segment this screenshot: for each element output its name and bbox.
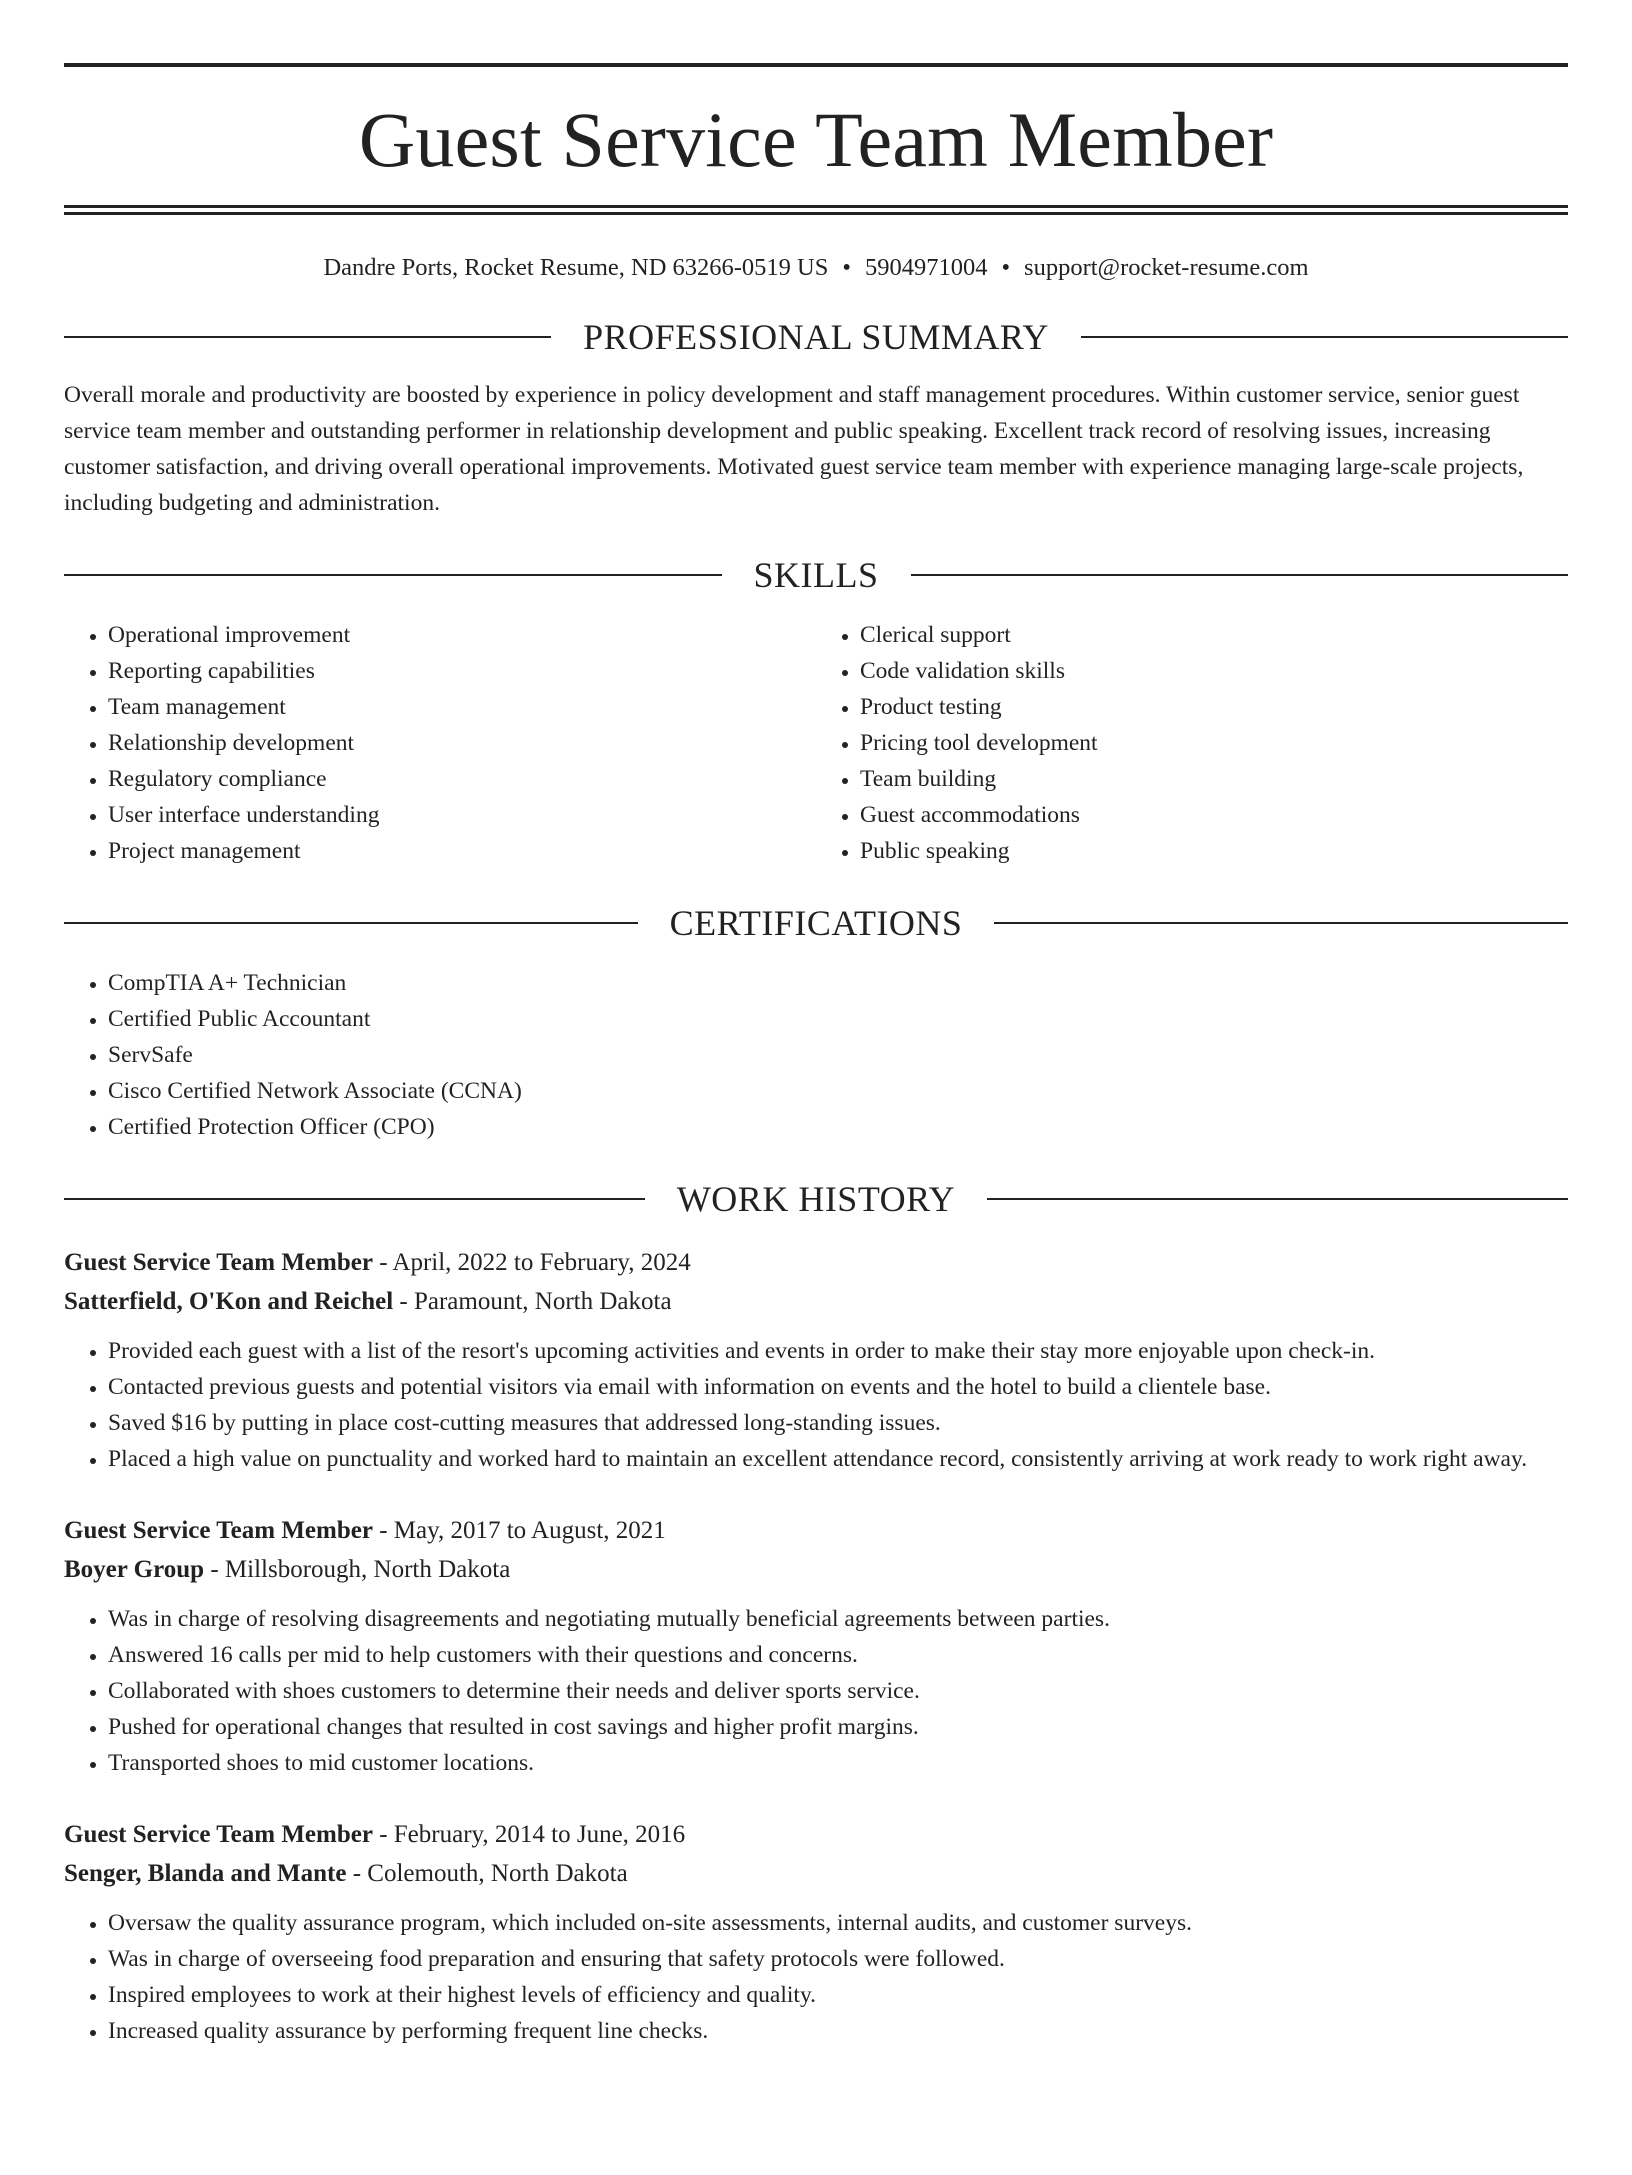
job-bullet: • Increased quality assurance by performing frequent line checks. [108,2013,1568,2049]
candidate-name: Guest Service Team Member [358,96,1274,183]
job-entry [64,1815,1568,2049]
skill-item: • Relationship development [108,725,816,761]
contact-separator: • [842,254,851,281]
certification-item: • Certified Protection Officer (CPO) [108,1109,1568,1145]
skill-item: • Public speaking [860,833,1568,869]
skill-item: • Clerical support [860,617,1568,653]
skill-item: • Team building [860,761,1568,797]
double-rule [64,205,1568,215]
skill-item: • Project management [108,833,816,869]
skill-item: • Operational improvement [108,617,816,653]
certifications-title: CERTIFICATIONS [669,903,963,943]
job-bullet: • Saved $16 by putting in place cost-cutting measures that addressed long-standing issues. [108,1405,1568,1441]
job-location: - Colemouth, North Dakota [346,1860,628,1887]
heading-rule [64,922,638,924]
skills-list-left [64,617,816,869]
job-role: Guest Service Team Member [64,1249,373,1276]
resume-page [0,63,1632,2175]
certification-item: • CompTIA A+ Technician [108,965,1568,1001]
skill-item: • Code validation skills [860,653,1568,689]
certification-item: • Certified Public Accountant [108,1001,1568,1037]
skills-title: SKILLS [753,555,879,595]
certification-item: • Cisco Certified Network Associate (CCNA) [108,1073,1568,1109]
job-company: Senger, Blanda and Mante [64,1860,347,1887]
job-dates: - February, 2014 to June, 2016 [372,1821,686,1848]
heading-rule [1081,336,1568,338]
contact-email: support@rocket-resume.com [1024,254,1309,281]
contact-phone: 5904971004 [864,254,988,281]
certifications-list [64,965,1568,1145]
summary-title: PROFESSIONAL SUMMARY [583,317,1049,357]
job-title-line [64,1511,1568,1550]
skill-item: • Reporting capabilities [108,653,816,689]
job-entry [64,1511,1568,1781]
skill-item: • Regulatory compliance [108,761,816,797]
job-company: Satterfield, O'Kon and Reichel [64,1288,394,1315]
skills-heading [64,555,1568,595]
job-bullets [64,1601,1568,1781]
job-company-line [64,1854,1568,1893]
summary-text: Overall morale and productivity are boosted by experience in policy development and staff management procedures. Within customer service, senior guest service team member and outstanding performer in relationship development and public speaking. Excellent track record of resolving issues, increasing customer satisfaction, and driving overall operational improvements. Motivated guest service team member with experience managing large-scale projects, including budgeting and administration. [64,382,1524,516]
job-company: Boyer Group [64,1556,205,1583]
job-entry [64,1243,1568,1477]
job-bullet: • Pushed for operational changes that resulted in cost savings and higher profit margins. [108,1709,1568,1745]
work-history-heading [64,1179,1568,1219]
skill-item: • User interface understanding [108,797,816,833]
skill-item: • Guest accommodations [860,797,1568,833]
job-bullet: • Was in charge of overseeing food preparation and ensuring that safety protocols were followed. [108,1941,1568,1977]
skill-item: • Product testing [860,689,1568,725]
job-title-line [64,1815,1568,1854]
heading-rule [994,922,1568,924]
job-bullet: • Inspired employees to work at their highest levels of efficiency and quality. [108,1977,1568,2013]
job-role: Guest Service Team Member [64,1517,373,1544]
contact-line [64,253,1568,283]
top-rule [64,63,1568,67]
job-bullet: • Was in charge of resolving disagreements and negotiating mutually beneficial agreements between parties. [108,1601,1568,1637]
heading-rule [64,574,722,576]
heading-rule [64,336,551,338]
work-history-title: WORK HISTORY [676,1179,956,1219]
job-bullets [64,1905,1568,2049]
job-bullet: • Answered 16 calls per mid to help customers with their questions and concerns. [108,1637,1568,1673]
job-bullet: • Oversaw the quality assurance program, which included on-site assessments, internal audits, and customer surveys. [108,1905,1568,1941]
job-bullets [64,1333,1568,1477]
contact-address: Dandre Ports, Rocket Resume, ND 63266-0519 US [323,254,829,281]
contact-separator: • [1001,254,1011,281]
job-bullet: • Provided each guest with a list of the resort's upcoming activities and events in order to make their stay more enjoyable upon check-in. [108,1333,1568,1369]
job-dates: - April, 2022 to February, 2024 [372,1249,691,1276]
summary-heading [64,317,1568,357]
certification-item: • ServSafe [108,1037,1568,1073]
job-company-line [64,1282,1568,1321]
job-bullet: • Collaborated with shoes customers to determine their needs and deliver sports service. [108,1673,1568,1709]
job-bullet: • Contacted previous guests and potential visitors via email with information on events and the hotel to build a clientele base. [108,1369,1568,1405]
skill-item: • Team management [108,689,816,725]
job-location: - Millsborough, North Dakota [204,1556,511,1583]
skill-item: • Pricing tool development [860,725,1568,761]
job-location: - Paramount, North Dakota [393,1288,672,1315]
heading-rule [987,1198,1568,1200]
skills-columns [64,617,1568,869]
skills-list-right [816,617,1568,869]
job-company-line [64,1550,1568,1589]
job-title-line [64,1243,1568,1282]
job-bullet: • Transported shoes to mid customer locations. [108,1745,1568,1781]
certifications-heading [64,903,1568,943]
job-role: Guest Service Team Member [64,1821,373,1848]
job-dates: - May, 2017 to August, 2021 [372,1517,666,1544]
job-bullet: • Placed a high value on punctuality and worked hard to maintain an excellent attendance record, consistently arriving at work ready to work right away. [108,1441,1568,1477]
heading-rule [911,574,1569,576]
heading-rule [64,1198,645,1200]
